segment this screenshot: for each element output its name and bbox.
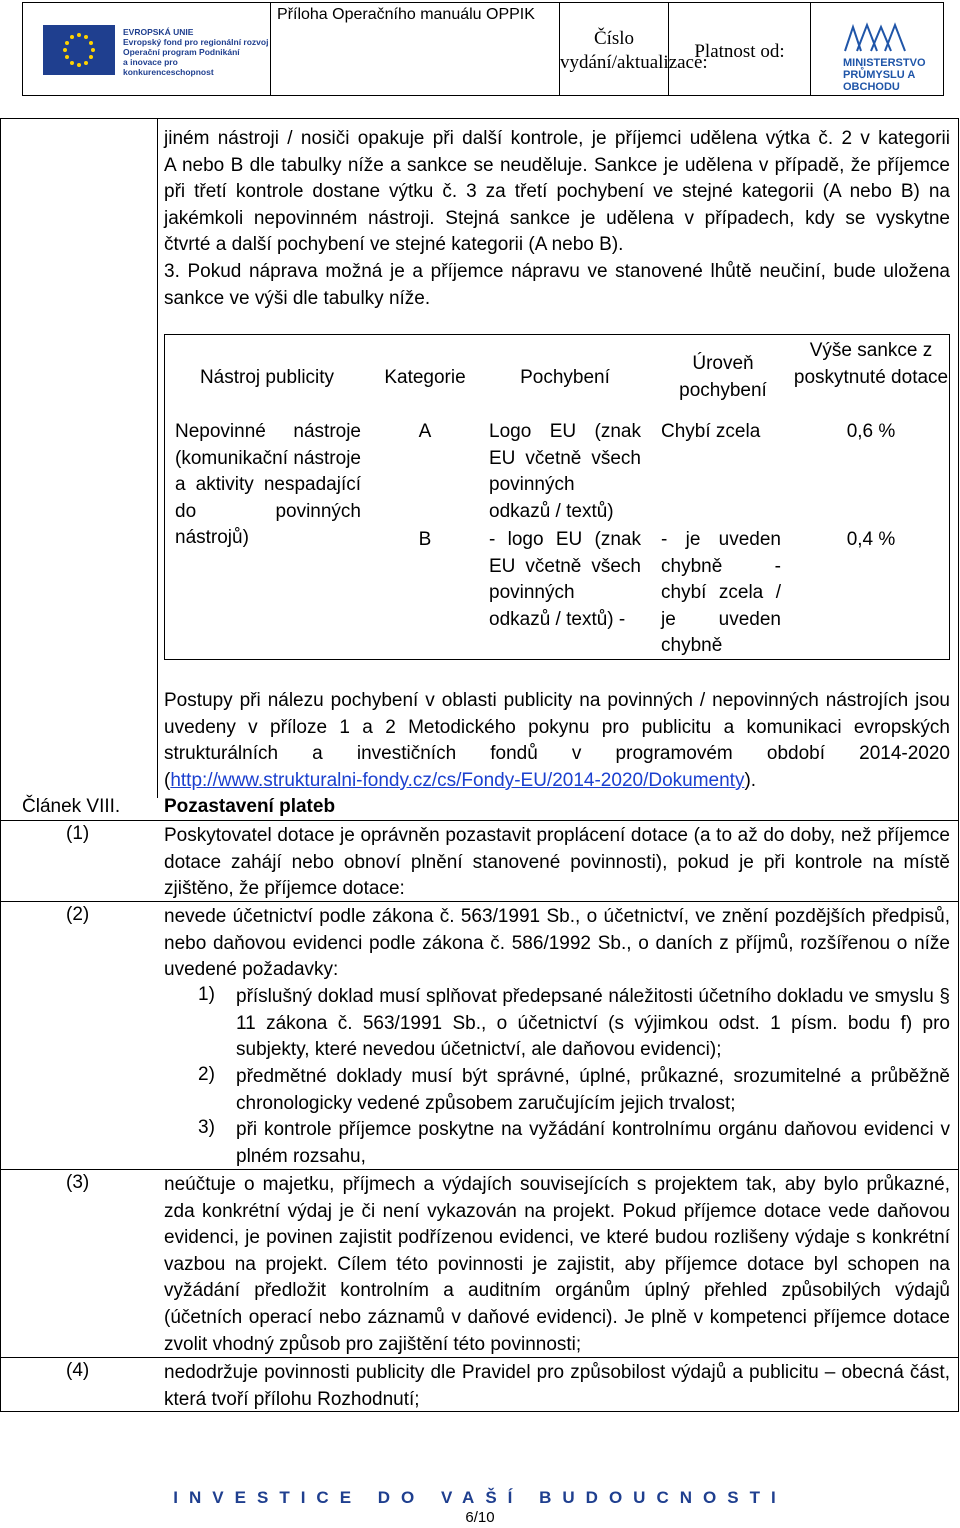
row-a-error: Logo EU (znak EU včetně všech povinných odkazů / textů) [489,421,641,522]
eu-logo-line: Operační program Podnikání [123,47,240,57]
intro-line: čtvrté a další pochybení ve stejné kategorii (A nebo B). [164,234,624,256]
mpo-logo-text [843,57,943,93]
row-a-category: A [418,421,432,442]
row-a-level: Chybí zcela [661,421,761,442]
paragraph-text: Poskytovatel dotace je oprávněn pozastavit proplácení dotace (a to až do doby, než příjemce dotace zahájí nebo obnoví plnění stanovené povinnosti), pokud je při kontrole na místě zjištěno, že příjemce dotace: [164,825,950,900]
paragraph-number: (4) [66,1360,90,1381]
valid-from-label: Platnost od: [694,41,785,62]
header-title-cell [271,3,560,95]
mpo-logo [811,3,944,95]
sub-item-text: při kontrole příjemce poskytne na vyžádání kontrolnímu orgánu daňovou evidenci v plném rozsahu, [236,1119,950,1167]
row-b-sanction: 0,4 % [846,529,896,550]
paragraph-text: neúčtuje o majetku, příjmech a výdajích souvisejících s projektem tak, aby bylo průkazné, zda konkrétní výdaj je či není vykazován na projekt. Pokud příjemce dotace vede daňovou evidenci, je povinen zajistit podřízenou evidenci, ve které budou rozlišeny výdaje s konkrétní vazbou na projekt. Cílem této povinnosti je zajistit, aby příjemce dotace byl schopen na vyžádání předložit kontrolním a auditním orgánům úplný přehled způsobilých výdajů (účetních operací nebo záznamů v daňové evidenci). Je plně v kompetenci příjemce dotace zvolit vhodný způsob pro zajištění této povinnosti; [164,1174,950,1355]
eu-logo-text [123,27,270,77]
mpo-logo-line: MINISTERSTVO [843,57,926,69]
sub-item-text: příslušný doklad musí splňovat předepsané náležitosti účetního dokladu ve smyslu § 11 zákona č. 563/1991 Sb., o účetnictví (s výjimkou odst. 1 písm. bodu f) pro subjekty, které nevedou účetnictví, ale daňovou evidenci); [236,986,950,1061]
row-b-level: - je uveden chybně - chybí zcela / je uveden chybně [661,529,781,657]
intro-line: A nebo B dle tabulky níže a sankce se neuděluje. Sankce je udělena v případě, že příjemce [164,154,950,176]
intro-paragraph [164,126,950,312]
intro-line: jakémkoli nepovinném nástroji. Stejná sankce je udělena v případech, kdy se vyskytne [164,207,950,229]
paragraph-number: (2) [66,904,90,925]
sub-item-number: 1) [198,984,215,1005]
document-header [22,2,944,96]
version-number-label: Číslo vydání/aktualizace: [560,28,708,73]
row-divider [0,820,959,821]
sanction-table [164,334,950,660]
header-error: Pochybení [520,367,610,388]
intro-line: 3. Pokud náprava možná je a příjemce nápravu ve stanovené lhůtě neučiní, bude uložena [164,260,950,282]
left-margin-divider [157,118,158,798]
eu-logo-line: EVROPSKÁ UNIE [123,27,194,37]
eu-logo-line: Evropský fond pro regionální rozvoj [123,37,269,47]
header-level: Úroveň pochybení [679,353,767,401]
sub-item-number: 3) [198,1117,215,1138]
row-b-error: - logo EU (znak EU včetně všech povinných odkazů / textů) - [489,529,641,630]
eu-logo [23,3,271,95]
header-category: Kategorie [384,367,466,388]
structural-funds-link[interactable]: http://www.strukturalni-fondy.cz/cs/Fondy-EU/2014-2020/Dokumenty [170,769,745,791]
procedures-text: Postupy při nálezu pochybení v oblasti publicity na povinných / nepovinných nástrojích jsou uvedeny v příloze 1 a 2 Metodického pokynu pro publicitu a komunikaci evropských strukturálních a investičních fondů v programovém období 2014-2020 ( [164,690,950,791]
header-number-cell [560,3,708,95]
article-title: Pozastavení plateb [164,796,336,817]
procedures-text-end: ). [744,769,757,791]
procedures-paragraph [164,688,950,794]
sub-item-text: předmětné doklady musí být správné, úplné, průkazné, srozumitelné a průběžně chronologicky vedené způsobem zaručujícím jejich trvalost; [236,1066,950,1114]
eu-flag-icon [43,25,115,75]
paragraph-number: (1) [66,823,90,844]
header-valid-cell [669,3,811,95]
document-title: Příloha Operačního manuálu OPPIK [277,6,535,23]
header-tool: Nástroj publicity [199,367,335,388]
paragraph-number: (3) [66,1172,90,1193]
mpo-logo-line: PRŮMYSLU A OBCHODU [843,69,915,93]
sub-item-number: 2) [198,1064,215,1085]
intro-line: jiném nástroji / nosiči opakuje při další kontrole, je příjemci udělena výtka č. 2 v kategorii [164,128,950,149]
paragraph-text: nedodržuje povinnosti publicity dle Pravidel pro způsobilost výdajů a publicitu – obecná část, která tvoří přílohu Rozhodnutí; [164,1362,950,1410]
row-b-category: B [418,529,432,550]
footer-motto: INVESTICE DO VAŠÍ BUDOUCNOSTI [173,1488,787,1507]
intro-line: sankce ve výši dle tabulky níže. [164,287,431,309]
paragraph-text: nevede účetnictví podle zákona č. 563/1991 Sb., o účetnictví, ve znění pozdějších předpisů, nebo daňovou evidenci podle zákona č. 586/1992 Sb., o daních z příjmů, rozšířenou o níže uvedené požadavky: [164,906,950,981]
header-sanction: Výše sankce z poskytnuté dotace [793,340,949,388]
article-label: Článek VIII. [22,796,121,817]
intro-line: při třetí kontrole dostane výtku č. 3 za třetí pochybení ve stejné kategorii (A nebo B) na [164,181,950,203]
eu-logo-line: a inovace pro konkurenceschopnost [123,57,214,77]
row-a-sanction: 0,6 % [846,421,896,442]
mpo-emblem-icon [841,21,913,53]
page-number: 6/10 [465,1509,495,1526]
tool-cell: Nepovinné nástroje (komunikační nástroje a aktivity nespadající do povinných nástrojů) [175,421,361,549]
